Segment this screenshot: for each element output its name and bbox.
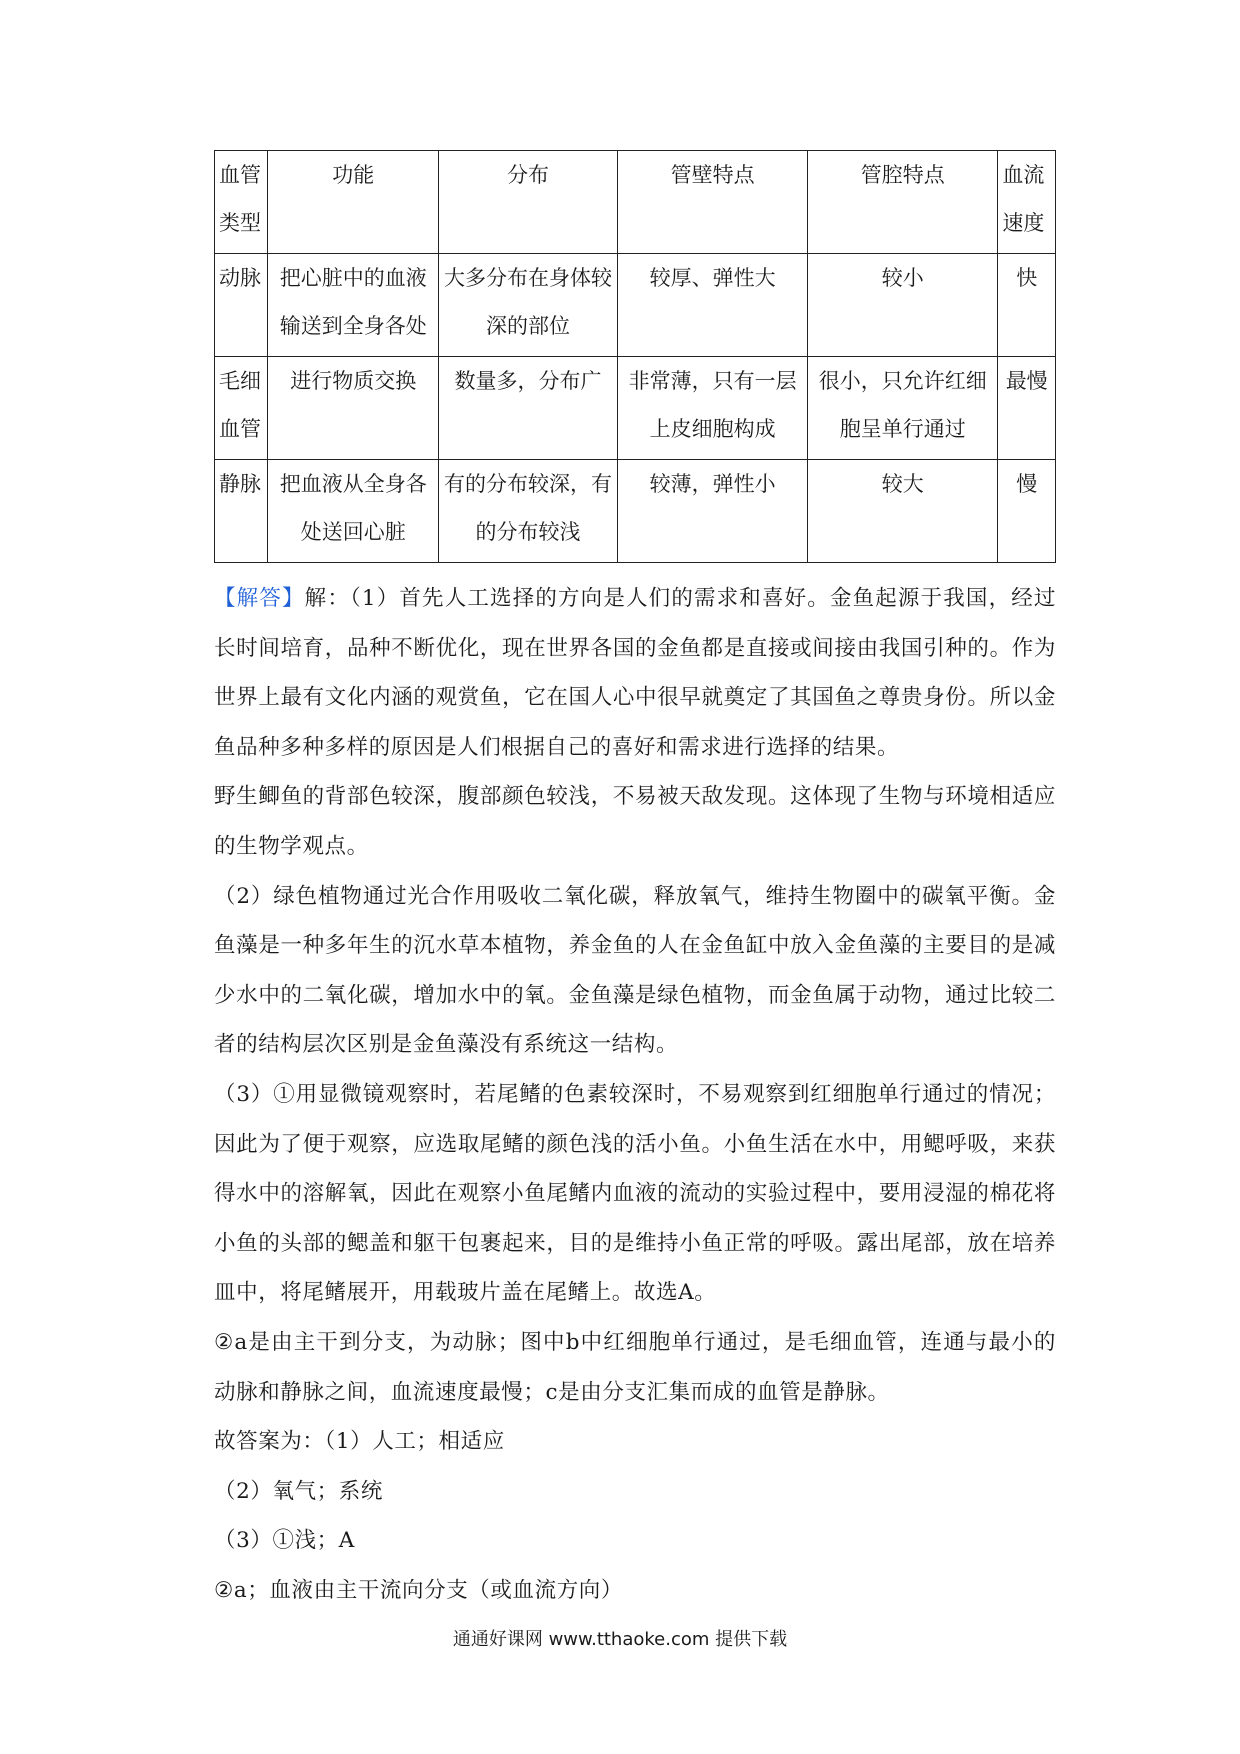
page-footer: 通通好课网 www.tthaoke.com 提供下载 — [452, 1629, 788, 1650]
answer-section — [214, 574, 1056, 1615]
cell-distribution: 数量多，分布广 — [439, 357, 618, 460]
cell-vessel-type: 毛细血管 — [215, 357, 268, 460]
cell-function: 进行物质交换 — [268, 357, 439, 460]
table-header-row — [215, 151, 1056, 254]
cell-distribution: 大多分布在身体较深的部位 — [439, 254, 618, 357]
cell-lumen-feature: 较大 — [808, 460, 998, 563]
cell-function: 把血液从全身各处送回心脏 — [268, 460, 439, 563]
header-lumen-feature: 管腔特点 — [808, 151, 998, 254]
cell-function: 把心脏中的血液输送到全身各处 — [268, 254, 439, 357]
cell-distribution: 有的分布较深，有的分布较浅 — [439, 460, 618, 563]
answer-paragraph-4: （3）①用显微镜观察时，若尾鳍的色素较深时，不易观察到红细胞单行通过的情况；因此为了便于观察，应选取尾鳍的颜色浅的活小鱼。小鱼生活在水中，用鳃呼吸，来获得水中的溶解氧，因此在观察小鱼尾鳍内血液的流动的实验过程中，要用浸湿的棉花将小鱼的头部的鳃盖和躯干包裹起来，目的是维持小鱼正常的呼吸。露出尾部，放在培养皿中，将尾鳍展开，用载玻片盖在尾鳍上。故选A。 — [214, 1081, 1056, 1306]
blood-vessel-table — [214, 150, 1056, 563]
answer-tag: 【解答】 — [214, 586, 305, 611]
header-vessel-type: 血管类型 — [215, 151, 268, 254]
header-wall-feature: 管壁特点 — [618, 151, 808, 254]
final-answer-4: ②a；血液由主干流向分支（或血流方向） — [214, 1577, 623, 1603]
final-answer-1: 故答案为：（1）人工；相适应 — [214, 1429, 505, 1455]
table-row — [215, 357, 1056, 460]
answer-text-1: （1）首先人工选择的方向是人们的需求和喜好。金鱼起源于我国，经过长时间培育，品种不断优化，现在世界各国的金鱼都是直接或间接由我国引种的。作为世界上最有文化内涵的观赏鱼，它在国人心中很早就奠定了其国鱼之尊贵身份。所以金鱼品种多种多样的原因是人们根据自己的喜好和需求进行选择的结果。 — [214, 586, 1057, 760]
header-distribution: 分布 — [439, 151, 618, 254]
answer-paragraph-5: ②a是由主干到分支，为动脉；图中b中红细胞单行通过，是毛细血管，连通与最小的动脉和静脉之间，血流速度最慢；c是由分支汇集而成的血管是静脉。 — [214, 1329, 1056, 1405]
answer-lead: 解： — [304, 586, 350, 611]
cell-lumen-feature: 很小，只允许红细胞呈单行通过 — [808, 357, 998, 460]
answer-paragraph-3: （2）绿色植物通过光合作用吸收二氧化碳，释放氧气，维持生物圈中的碳氧平衡。金鱼藻是一种多年生的沉水草本植物，养金鱼的人在金鱼缸中放入金鱼藻的主要目的是减少水中的二氧化碳，增加水中的氧。金鱼藻是绿色植物，而金鱼属于动物，通过比较二者的结构层次区别是金鱼藻没有系统这一结构。 — [214, 883, 1056, 1058]
cell-wall-feature: 较厚、弹性大 — [618, 254, 808, 357]
cell-lumen-feature: 较小 — [808, 254, 998, 357]
answer-paragraph-1 — [214, 574, 1056, 772]
final-answer-3: （3）①浅；A — [214, 1528, 355, 1554]
cell-flow-speed: 最慢 — [998, 357, 1056, 460]
cell-flow-speed: 快 — [998, 254, 1056, 357]
cell-flow-speed: 慢 — [998, 460, 1056, 563]
header-flow-speed: 血流速度 — [998, 151, 1056, 254]
cell-vessel-type: 动脉 — [215, 254, 268, 357]
final-answer-2: （2）氧气；系统 — [214, 1478, 383, 1504]
answer-paragraph-2: 野生鲫鱼的背部色较深，腹部颜色较浅，不易被天敌发现。这体现了生物与环境相适应的生物学观点。 — [214, 784, 1056, 859]
table-row — [215, 460, 1056, 563]
header-function: 功能 — [268, 151, 439, 254]
cell-vessel-type: 静脉 — [215, 460, 268, 563]
table-row — [215, 254, 1056, 357]
cell-wall-feature: 较薄，弹性小 — [618, 460, 808, 563]
cell-wall-feature: 非常薄，只有一层上皮细胞构成 — [618, 357, 808, 460]
